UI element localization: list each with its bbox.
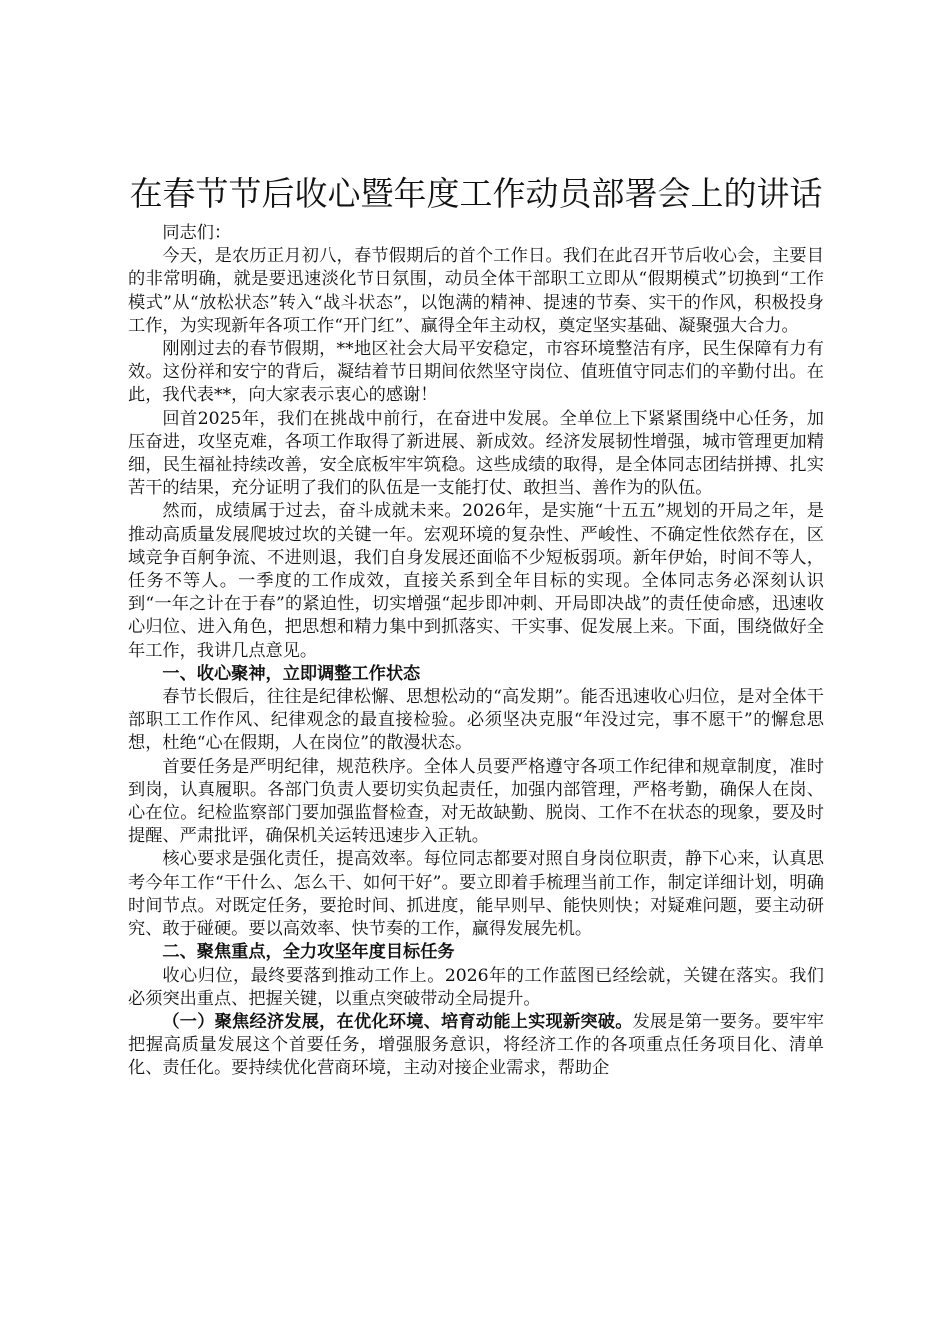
document-title: 在春节节后收心暨年度工作动员部署会上的讲话 [129,174,823,213]
body-paragraph: 今天，是农历正月初八，春节假期后的首个工作日。我们在此召开节后收心会，主要目的非常明确，就是要迅速淡化节日氛围，动员全体干部职工立即从“假期模式”切换到“工作模式”从“放松状态”转入“战斗状态”，以饱满的精神、提速的节奏、实干的作风，积极投身工作，为实现新年各项工作“开门红”、赢得全年主动权，奠定坚实基础、凝聚强大合力。 [128,246,824,336]
body-paragraph: 收心归位，最终要落到推动工作上。2026年的工作蓝图已经绘就，关键在落实。我们必须突出重点、把握关键，以重点突破带动全局提升。 [128,965,824,1009]
body-paragraph: 春节长假后，往往是纪律松懈、思想松动的“高发期”。能否迅速收心归位，是对全体干部职工工作作风、纪律观念的最直接检验。必须坚决克服“年没过完，事不愿干”的懈怠思想，杜绝“心在假期，人在岗位”的散漫状态。 [128,687,824,754]
document-body [128,172,824,1081]
body-paragraph: 然而，成绩属于过去，奋斗成就未来。2026年，是实施“十五五”规划的开局之年，是推动高质量发展爬坡过坎的关键一年。宏观环境的复杂性、严峻性、不确定性依然存在，区域竞争百舸争流、不进则退，我们自身发展还面临不少短板弱项。新年伊始，时间不等人，任务不等人。一季度的工作成效，直接关系到全年目标的实现。全体同志务必深刻认识到“一年之计在于春”的紧迫性，切实增强“起步即冲刺、开局即决战”的责任使命感，迅速收心归位、进入角色，把思想和精力集中到抓落实、干实事、促发展上来。下面，围绕做好全年工作，我讲几点意见。 [128,501,824,661]
salutation: 同志们： [162,223,232,243]
body-paragraph: 回首2025年，我们在挑战中前行，在奋进中发展。全单位上下紧紧围绕中心任务，加压奋进，攻坚克难，各项工作取得了新进展、新成效。经济发展韧性增强，城市管理更加精细，民生福祉持续改善，安全底板牢牢筑稳。这些成绩的取得，是全体同志团结拼搏、扎实苦干的结果，充分证明了我们的队伍是一支能打仗、敢担当、善作为的队伍。 [128,408,824,499]
body-paragraph: 首要任务是严明纪律，规范秩序。全体人员要严格遵守各项工作纪律和规章制度，准时到岗，认真履职。各部门负责人要切实负起责任，加强内部管理，严格考勤，确保人在岗、心在位。纪检监察部门要加强监督检查，对无故缺勤、脱岗、工作不在状态的现象，要及时提醒、严肃批评，确保机关运转迅速步入正轨。 [128,756,824,847]
subsection-lead: （一）聚焦经济发展，在优化环境、培育动能上实现新突破。 [162,1011,633,1032]
subsection-text: 发展是第一要务。要牢牢把握高质量发展这个首要任务，增强服务意识，将经济工作的各项重点任务项目化、清单化、责任化。要持续优化营商环境，主动对接企业需求，帮助企 [128,1011,824,1079]
body-paragraph: 核心要求是强化责任，提高效率。每位同志都要对照自身岗位职责，静下心来，认真思考今年工作“干什么、怎么干、如何干好”。要立即着手梳理当前工作，制定详细计划，明确时间节点。对既定任务，要抢时间、抓进度，能早则早、能快则快；对疑难问题，要主动研究、敢于碰硬。要以高效率、快节奏的工作，赢得发展先机。 [128,849,824,940]
subsection-paragraph [128,1011,824,1081]
section-heading: 二、聚焦重点，全力攻坚年度目标任务 [162,942,455,963]
body-paragraph: 刚刚过去的春节假期，**地区社会大局平安稳定，市容环境整洁有序，民生保障有力有效。这份祥和安宁的背后，凝结着节日期间依然坚守岗位、值班值守同志们的辛勤付出。在此，我代表**，向大家表示衷心的感谢！ [128,339,824,406]
section-heading: 一、收心聚神，立即调整工作状态 [162,663,421,684]
